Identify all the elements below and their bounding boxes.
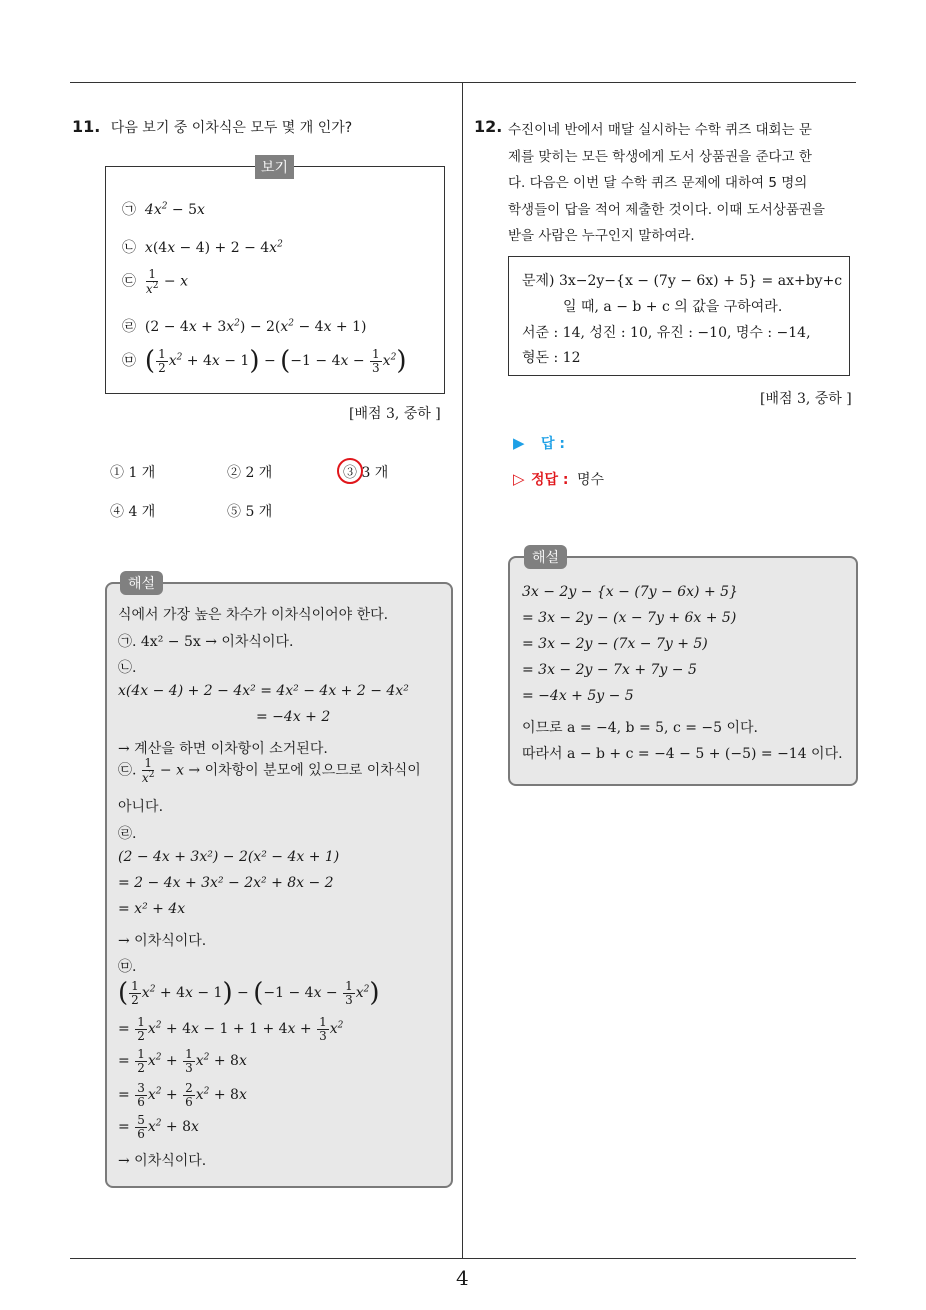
choice-3[interactable]: ③ 3 개: [343, 465, 389, 481]
bogi-label: 보기: [255, 155, 294, 179]
fraction: $\frac{1}{x^2}$: [141, 756, 155, 785]
bogi-item-d: ㉣ $(2 - 4x + 3x^2) - 2(x^2 - 4x + 1)$: [122, 318, 367, 335]
correct-row: [513, 469, 604, 489]
bottom-rule: [70, 1258, 856, 1259]
item-mark: ㉢: [122, 273, 136, 290]
correct-arrow-icon: ▷: [513, 470, 525, 488]
sol-c: ㉢. $\frac{1}{x^2}$ − x → 이차항이 분모에 있으므로 이차식이: [118, 756, 421, 785]
sol-e1: ( $\frac{1}{2}$ $x^2 + 4x - 1) - (-1 - 4x$ − $\frac{1}{3}$ $x^2$): [118, 978, 380, 1008]
correct-value: 명수: [576, 472, 605, 488]
q12-text: [508, 117, 825, 250]
sol-e4: = $\frac{3}{6}$ $x^2$ + $\frac{2}{6}$ $x^2 + 8x$: [118, 1081, 247, 1109]
sol-b1: x(4x − 4) + 2 − 4x² = 4x² − 4x + 2 − 4x²: [118, 683, 409, 699]
choice-1[interactable]: ① 1 개: [110, 465, 156, 481]
answer-arrow-icon: ▶: [513, 434, 525, 452]
column-divider: [462, 83, 463, 1259]
q12-sol-line: = 3x − 2y − (7x − 7y + 5): [522, 636, 708, 652]
q12-sol-line: = −4x + 5y − 5: [522, 688, 634, 704]
answer-row: [513, 433, 565, 453]
q12-line: 다. 다음은 이번 달 수학 퀴즈 문제에 대하여 5 명의: [508, 175, 808, 191]
choice-5[interactable]: ⑤ 5 개: [227, 504, 273, 520]
q12-sol-line: = 3x − 2y − 7x + 7y − 5: [522, 662, 697, 678]
answer-label: 답 :: [541, 436, 565, 452]
choice-4[interactable]: ④ 4 개: [110, 504, 156, 520]
sol-d3: = x² + 4x: [118, 901, 186, 917]
item-mark: ㉤: [122, 353, 136, 369]
sol-c-text: → 이차항이 분모에 있으므로 이차식이: [188, 762, 421, 779]
q12-box-line1: 문제) 3x−2y−{x − (7y − 6x) + 5} = ax+by+c: [522, 273, 843, 289]
q12-sol-line: 따라서 a − b + c = −4 − 5 + (−5) = −14 이다.: [522, 746, 843, 762]
q12-box-line4: 형돈 : 12: [522, 350, 581, 366]
sol-b2: = −4x + 2: [256, 709, 331, 725]
q12-sol-line: 3x − 2y − {x − (7y − 6x) + 5}: [522, 584, 738, 600]
sol-e-mark: ㉤.: [118, 959, 137, 975]
sol-e-end: → 이차식이다.: [118, 1153, 207, 1169]
sol-intro: 식에서 가장 높은 차수가 이차식이어야 한다.: [118, 607, 389, 623]
q11-number: 11.: [72, 117, 101, 136]
top-rule: [70, 82, 856, 83]
fraction: $\frac{1}{x^2}$: [145, 267, 159, 296]
q11-header: [72, 117, 352, 137]
sol-c-text2: 아니다.: [118, 799, 164, 815]
sol-b-mark: ㉡.: [118, 660, 137, 676]
bogi-item-c: ㉢ $\frac{1}{x^2}$ − x: [122, 267, 188, 296]
item-mark: ㉠: [122, 202, 136, 218]
q12-line: 제를 맞히는 모든 학생에게 도서 상품권을 준다고 한: [508, 148, 812, 165]
sol-d4: → 이차식이다.: [118, 933, 207, 949]
q12-number: 12.: [474, 117, 503, 136]
q12-box-line3: 서준 : 14, 성진 : 10, 유진 : −10, 명수 : −14,: [522, 325, 811, 341]
q11-text: 다음 보기 중 이차식은 모두 몇 개 인가?: [110, 120, 353, 136]
sol-e5: = $\frac{5}{6}$ $x^2 + 8x$: [118, 1113, 199, 1141]
q12-score: [배점 3, 중하 ]: [760, 391, 852, 407]
sol-d1: (2 − 4x + 3x²) − 2(x² − 4x + 1): [118, 849, 340, 865]
bogi-item-b: ㉡ $x(4x - 4) + 2 - 4x^2$: [122, 239, 283, 256]
q12-sol-line: 이므로 a = −4, b = 5, c = −5 이다.: [522, 720, 758, 736]
q12-box-line2: 일 때, a − b + c 의 값을 구하여라.: [563, 299, 783, 315]
q11-solution-tag: 해설: [120, 571, 163, 595]
q12-sol-line: = 3x − 2y − (x − 7y + 6x + 5): [522, 610, 737, 626]
sol-d-mark: ㉣.: [118, 826, 137, 842]
sol-c-mark: ㉢.: [118, 762, 137, 779]
sol-d2: = 2 − 4x + 3x² − 2x² + 8x − 2: [118, 875, 334, 891]
item-mark: ㉡: [122, 240, 136, 256]
bogi-item-e: ㉤ ( $\frac{1}{2}$ $x^2 + 4x - 1) - (-1 - 4x$ − $\frac{1}{3}$ $x^2$): [122, 346, 407, 376]
page-number: 4: [456, 1266, 469, 1290]
item-mark: ㉣: [122, 319, 136, 335]
q12-solution-tag: 해설: [524, 545, 567, 569]
bogi-item-a: ㉠ $4x^2 - 5x$: [122, 201, 205, 218]
q12-line: 수진이네 반에서 매달 실시하는 수학 퀴즈 대회는 문: [508, 122, 812, 138]
sol-b3: → 계산을 하면 이차항이 소거된다.: [118, 741, 328, 757]
q12-line: 받을 사람은 누구인지 말하여라.: [508, 228, 695, 244]
sol-a: ㉠. 4x² − 5x → 이차식이다.: [118, 634, 294, 650]
q11-score: [배점 3, 중하 ]: [349, 406, 441, 422]
choice-2[interactable]: ② 2 개: [227, 465, 273, 481]
q12-line: 학생들이 답을 적어 제출한 것이다. 이때 도서상품권을: [508, 201, 825, 218]
selected-circle-mark: [337, 458, 363, 484]
sol-e2: = $\frac{1}{2}$ $x^2 + 4x - 1 + 1 + 4x$ + $\frac{1}{3}$ $x^2$: [118, 1015, 344, 1043]
correct-label: 정답 :: [531, 472, 569, 488]
sol-e3: = $\frac{1}{2}$ $x^2$ + $\frac{1}{3}$ $x^2 + 8x$: [118, 1047, 247, 1075]
